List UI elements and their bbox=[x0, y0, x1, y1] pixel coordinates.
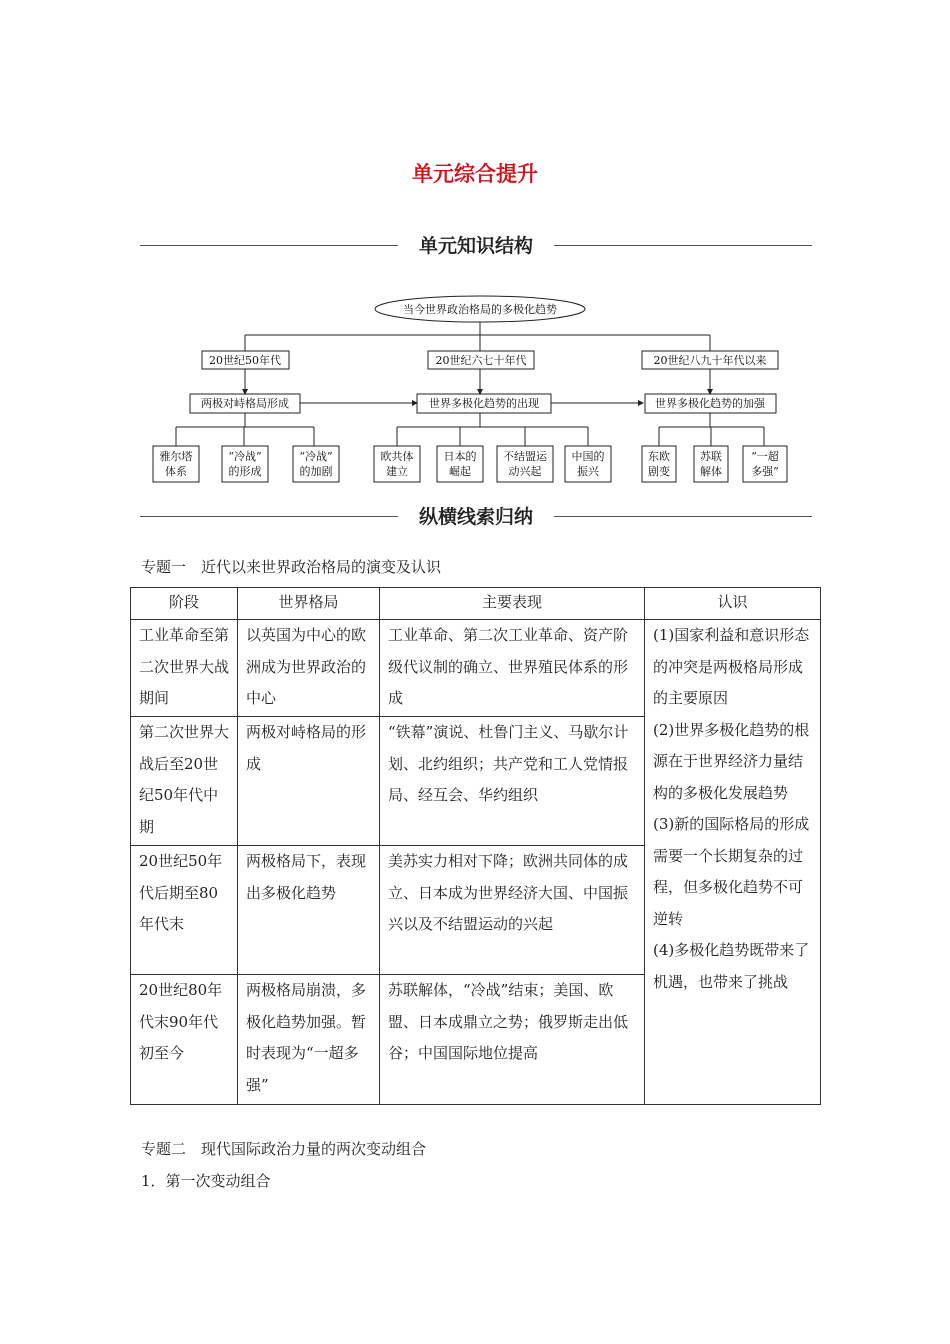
pattern-cell: 两极格局崩溃，多极化趋势加强。暂时表现为“一超多强” bbox=[238, 975, 380, 1105]
pattern-cell: 两极对峙格局的形成 bbox=[238, 717, 380, 846]
cognition-cell bbox=[645, 620, 821, 1105]
manifestation-cell: 美苏实力相对下降；欧洲共同体的成立、日本成为世界经济大国、中国振兴以及不结盟运动的兴起 bbox=[380, 846, 645, 975]
leaf-label: 解体 bbox=[700, 465, 722, 478]
stage-cell: 20世纪80年代末90年代初至今 bbox=[131, 975, 238, 1105]
stage-label: 两极对峙格局形成 bbox=[201, 397, 289, 410]
list-item: 1．第一次变动组合 bbox=[141, 1172, 271, 1190]
leaf-label: 的形成 bbox=[228, 465, 262, 478]
period-label: 20世纪50年代 bbox=[209, 354, 281, 367]
knowledge-diagram bbox=[140, 290, 812, 490]
period-label: 20世纪六七十年代 bbox=[435, 354, 527, 367]
period-label: 20世纪八九十年代以来 bbox=[653, 354, 767, 367]
leaf-label: 日本的 bbox=[443, 450, 477, 463]
column-header: 阶段 bbox=[131, 588, 238, 620]
leaf-label: 东欧 bbox=[648, 450, 670, 463]
leaf-label: 多强” bbox=[751, 465, 779, 478]
leaf-label: 体系 bbox=[165, 465, 187, 478]
manifestation-cell: 工业革命、第二次工业革命、资产阶级代议制的确立、世界殖民体系的形成 bbox=[380, 620, 645, 717]
leaf-label: “一超 bbox=[751, 450, 779, 463]
stage-label: 世界多极化趋势的加强 bbox=[655, 397, 765, 410]
cognition-text: (1)国家利益和意识形态的冲突是两极格局形成的主要原因 (2)世界多极化趋势的根源在于世界经济力量结构的多极化发展趋势 (3)新的国际格局的形成需要一个长期复杂的过程，但多极化趋势不可逆转 (4)多极化趋势既带来了机遇，也带来了挑战 bbox=[653, 626, 810, 991]
topic-heading: 专题一 近代以来世界政治格局的演变及认识 bbox=[141, 558, 442, 576]
pattern-cell: 以英国为中心的欧洲成为世界政治的中心 bbox=[238, 620, 380, 717]
column-header: 主要表现 bbox=[380, 588, 645, 620]
root-label: 当今世界政治格局的多极化趋势 bbox=[403, 303, 557, 316]
column-header: 世界格局 bbox=[238, 588, 380, 620]
column-header: 认识 bbox=[645, 588, 821, 620]
manifestation-cell: “铁幕”演说、杜鲁门主义、马歇尔计划、北约组织；共产党和工人党情报局、经互会、华约组织 bbox=[380, 717, 645, 846]
leaf-label: 不结盟运 bbox=[503, 450, 547, 463]
pattern-cell: 两极格局下，表现出多极化趋势 bbox=[238, 846, 380, 975]
stage-cell: 20世纪50年代后期至80年代末 bbox=[131, 846, 238, 975]
leaf-label: “冷战” bbox=[299, 450, 333, 463]
leaf-label: 苏联 bbox=[700, 450, 722, 463]
leaf-label: 中国的 bbox=[571, 450, 605, 463]
stage-cell: 工业革命至第二次世界大战期间 bbox=[131, 620, 238, 717]
leaf-label: 雅尔塔 bbox=[159, 450, 193, 463]
leaf-label: 建立 bbox=[386, 465, 408, 478]
leaf-label: 欧共体 bbox=[380, 450, 414, 463]
stage-cell: 第二次世界大战后至20世纪50年代中期 bbox=[131, 717, 238, 846]
section-title: 单元知识结构 bbox=[418, 235, 533, 257]
table-header-row bbox=[131, 588, 821, 620]
section-title: 纵横线索归纳 bbox=[418, 506, 533, 528]
leaf-label: 振兴 bbox=[577, 465, 599, 478]
evolution-table bbox=[130, 587, 821, 1105]
section-header-knowledge bbox=[140, 231, 812, 261]
leaf-label: 剧变 bbox=[648, 465, 670, 478]
leaf-label: “冷战” bbox=[228, 450, 262, 463]
section-header-clues bbox=[140, 502, 812, 532]
leaf-label: 崛起 bbox=[449, 465, 471, 478]
manifestation-cell: 苏联解体，“冷战”结束；美国、欧盟、日本成鼎立之势；俄罗斯走出低谷；中国国际地位提高 bbox=[380, 975, 645, 1105]
table-row bbox=[131, 620, 821, 717]
leaf-label: 的加剧 bbox=[299, 465, 333, 478]
topic-heading: 专题二 现代国际政治力量的两次变动组合 bbox=[141, 1140, 427, 1158]
stage-label: 世界多极化趋势的出现 bbox=[429, 397, 539, 410]
leaf-label: 动兴起 bbox=[508, 465, 542, 478]
page-title: 单元综合提升 bbox=[412, 162, 538, 186]
